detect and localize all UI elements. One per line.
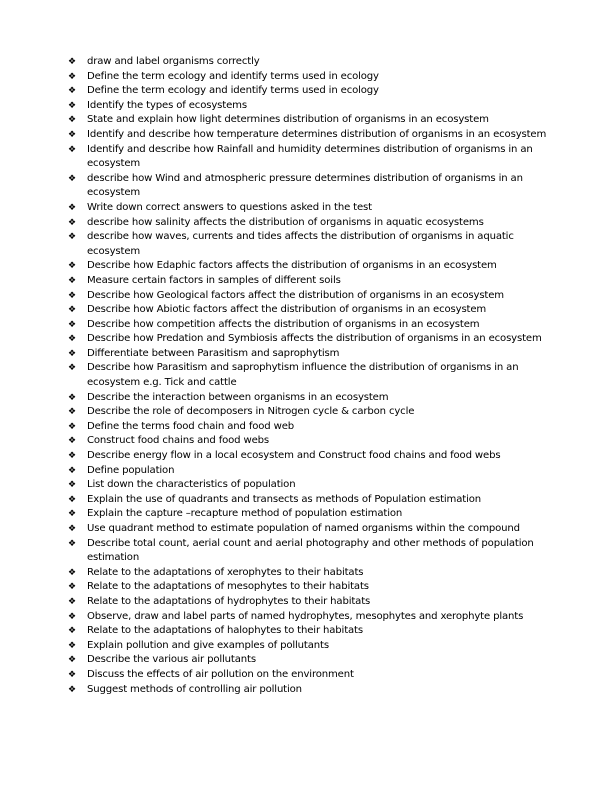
list-item-text: Describe how Parasitism and saprophytism influence the distribution of organisms in an ecosystem e.g. Tick and cattle (87, 362, 519, 389)
list-item (68, 70, 568, 85)
diamond-bullet-icon: ❖ (68, 86, 76, 97)
list-item (68, 172, 568, 201)
diamond-bullet-icon: ❖ (68, 436, 76, 447)
list-item (68, 216, 568, 231)
list-item (68, 522, 568, 537)
list-item-text: Measure certain factors in samples of different soils (87, 274, 341, 286)
list-item (68, 639, 568, 654)
list-item-text: Describe total count, aerial count and aerial photography and other methods of population estimation (87, 537, 534, 564)
list-item (68, 420, 568, 435)
list-item (68, 289, 568, 304)
list-item-text: Describe energy flow in a local ecosystem and Construct food chains and food webs (87, 450, 501, 462)
diamond-bullet-icon: ❖ (68, 115, 76, 126)
list-item (68, 113, 568, 128)
list-item-text: Write down correct answers to questions asked in the test (87, 201, 372, 213)
list-item (68, 566, 568, 581)
diamond-bullet-icon: ❖ (68, 232, 76, 243)
diamond-bullet-icon: ❖ (68, 509, 76, 520)
list-item-text: Relate to the adaptations of mesophytes to their habitats (87, 581, 369, 593)
list-item-text: Define the term ecology and identify terms used in ecology (87, 85, 379, 97)
list-item (68, 493, 568, 508)
list-item-text: Relate to the adaptations of halophytes to their habitats (87, 625, 363, 637)
diamond-bullet-icon: ❖ (68, 217, 76, 228)
list-item (68, 668, 568, 683)
list-item (68, 347, 568, 362)
diamond-bullet-icon: ❖ (68, 611, 76, 622)
list-item-text: Describe the role of decomposers in Nitrogen cycle & carbon cycle (87, 406, 415, 418)
list-item (68, 318, 568, 333)
list-item-text: draw and label organisms correctly (87, 56, 260, 67)
list-item-text: Identify the types of ecosystems (87, 99, 247, 111)
diamond-bullet-icon: ❖ (68, 626, 76, 637)
list-item-text: Suggest methods of controlling air pollution (87, 683, 302, 695)
list-item-text: Define population (87, 464, 175, 476)
diamond-bullet-icon: ❖ (68, 202, 76, 213)
diamond-bullet-icon: ❖ (68, 421, 76, 432)
learning-objectives-list (68, 55, 568, 697)
list-item (68, 405, 568, 420)
list-item (68, 537, 568, 566)
list-item (68, 478, 568, 493)
list-item (68, 55, 568, 70)
list-item-text: Observe, draw and label parts of named hydrophytes, mesophytes and xerophyte plants (87, 610, 524, 622)
diamond-bullet-icon: ❖ (68, 57, 76, 67)
diamond-bullet-icon: ❖ (68, 290, 76, 301)
diamond-bullet-icon: ❖ (68, 640, 76, 651)
list-item-text: Define the terms food chain and food web (87, 420, 295, 432)
diamond-bullet-icon: ❖ (68, 655, 76, 666)
list-item-text: describe how salinity affects the distribution of organisms in aquatic ecosystems (87, 216, 484, 228)
list-item-text: State and explain how light determines distribution of organisms in an ecosystem (87, 114, 489, 126)
list-item (68, 128, 568, 143)
list-item-text: List down the characteristics of population (87, 479, 296, 491)
diamond-bullet-icon: ❖ (68, 538, 76, 549)
list-item-text: Explain the capture –recapture method of population estimation (87, 508, 403, 520)
diamond-bullet-icon: ❖ (68, 465, 76, 476)
list-item (68, 391, 568, 406)
list-item-text: Explain the use of quadrants and transects as methods of Population estimation (87, 493, 481, 505)
list-item (68, 434, 568, 449)
diamond-bullet-icon: ❖ (68, 669, 76, 680)
diamond-bullet-icon: ❖ (68, 684, 76, 695)
list-item-text: Explain pollution and give examples of pollutants (87, 639, 329, 651)
list-item-text: Define the term ecology and identify terms used in ecology (87, 70, 379, 82)
list-item-text: Use quadrant method to estimate population of named organisms within the compound (87, 523, 520, 534)
diamond-bullet-icon: ❖ (68, 144, 76, 155)
list-item-text: Identify and describe how temperature determines distribution of organisms in an ecosystem (87, 128, 547, 140)
list-item-text: Describe the interaction between organisms in an ecosystem (87, 391, 389, 403)
list-item-text: Describe how Geological factors affect the distribution of organisms in an ecosystem (87, 289, 504, 301)
list-item (68, 507, 568, 522)
diamond-bullet-icon: ❖ (68, 129, 76, 140)
list-item (68, 595, 568, 610)
diamond-bullet-icon: ❖ (68, 363, 76, 374)
list-item (68, 274, 568, 289)
diamond-bullet-icon: ❖ (68, 451, 76, 462)
diamond-bullet-icon: ❖ (68, 494, 76, 505)
list-item (68, 683, 568, 698)
list-item-text: Relate to the adaptations of xerophytes to their habitats (87, 566, 364, 578)
list-item-text: Relate to the adaptations of hydrophytes to their habitats (87, 595, 371, 607)
diamond-bullet-icon: ❖ (68, 392, 76, 403)
list-item-text: Construct food chains and food webs (87, 435, 270, 447)
list-item (68, 230, 568, 259)
list-item (68, 259, 568, 274)
list-item-text: Discuss the effects of air pollution on the environment (87, 668, 354, 680)
list-item (68, 624, 568, 639)
list-item-text: Identify and describe how Rainfall and humidity determines distribution of organisms in an ecosystem (87, 143, 533, 170)
list-item-text: Describe how Edaphic factors affects the distribution of organisms in an ecosystem (87, 260, 497, 272)
diamond-bullet-icon: ❖ (68, 582, 76, 593)
list-item (68, 201, 568, 216)
diamond-bullet-icon: ❖ (68, 71, 76, 82)
diamond-bullet-icon: ❖ (68, 524, 76, 534)
list-item (68, 143, 568, 172)
list-item-text: describe how Wind and atmospheric pressure determines distribution of organisms in an ecosystem (87, 172, 523, 199)
diamond-bullet-icon: ❖ (68, 407, 76, 418)
diamond-bullet-icon: ❖ (68, 319, 76, 330)
list-item (68, 303, 568, 318)
list-item-text: Differentiate between Parasitism and saprophytism (87, 347, 340, 359)
list-item (68, 449, 568, 464)
list-item-text: describe how waves, currents and tides affects the distribution of organisms in aquatic ecosystem (87, 231, 514, 257)
diamond-bullet-icon: ❖ (68, 567, 76, 578)
list-item-text: Describe how competition affects the distribution of organisms in an ecosystem (87, 318, 480, 330)
diamond-bullet-icon: ❖ (68, 275, 76, 286)
list-item (68, 610, 568, 625)
diamond-bullet-icon: ❖ (68, 261, 76, 272)
list-item (68, 464, 568, 479)
list-item (68, 332, 568, 347)
list-item (68, 653, 568, 668)
diamond-bullet-icon: ❖ (68, 480, 76, 491)
diamond-bullet-icon: ❖ (68, 334, 76, 345)
diamond-bullet-icon: ❖ (68, 305, 76, 316)
diamond-bullet-icon: ❖ (68, 596, 76, 607)
list-item-text: Describe the various air pollutants (87, 654, 256, 666)
list-item (68, 361, 568, 390)
diamond-bullet-icon: ❖ (68, 173, 76, 184)
list-item-text: Describe how Predation and Symbiosis affects the distribution of organisms in an ecosystem (87, 333, 542, 345)
diamond-bullet-icon: ❖ (68, 348, 76, 359)
list-item (68, 580, 568, 595)
list-item-text: Describe how Abiotic factors affect the distribution of organisms in an ecosystem (87, 304, 487, 316)
diamond-bullet-icon: ❖ (68, 100, 76, 111)
list-item (68, 99, 568, 114)
list-item (68, 84, 568, 99)
